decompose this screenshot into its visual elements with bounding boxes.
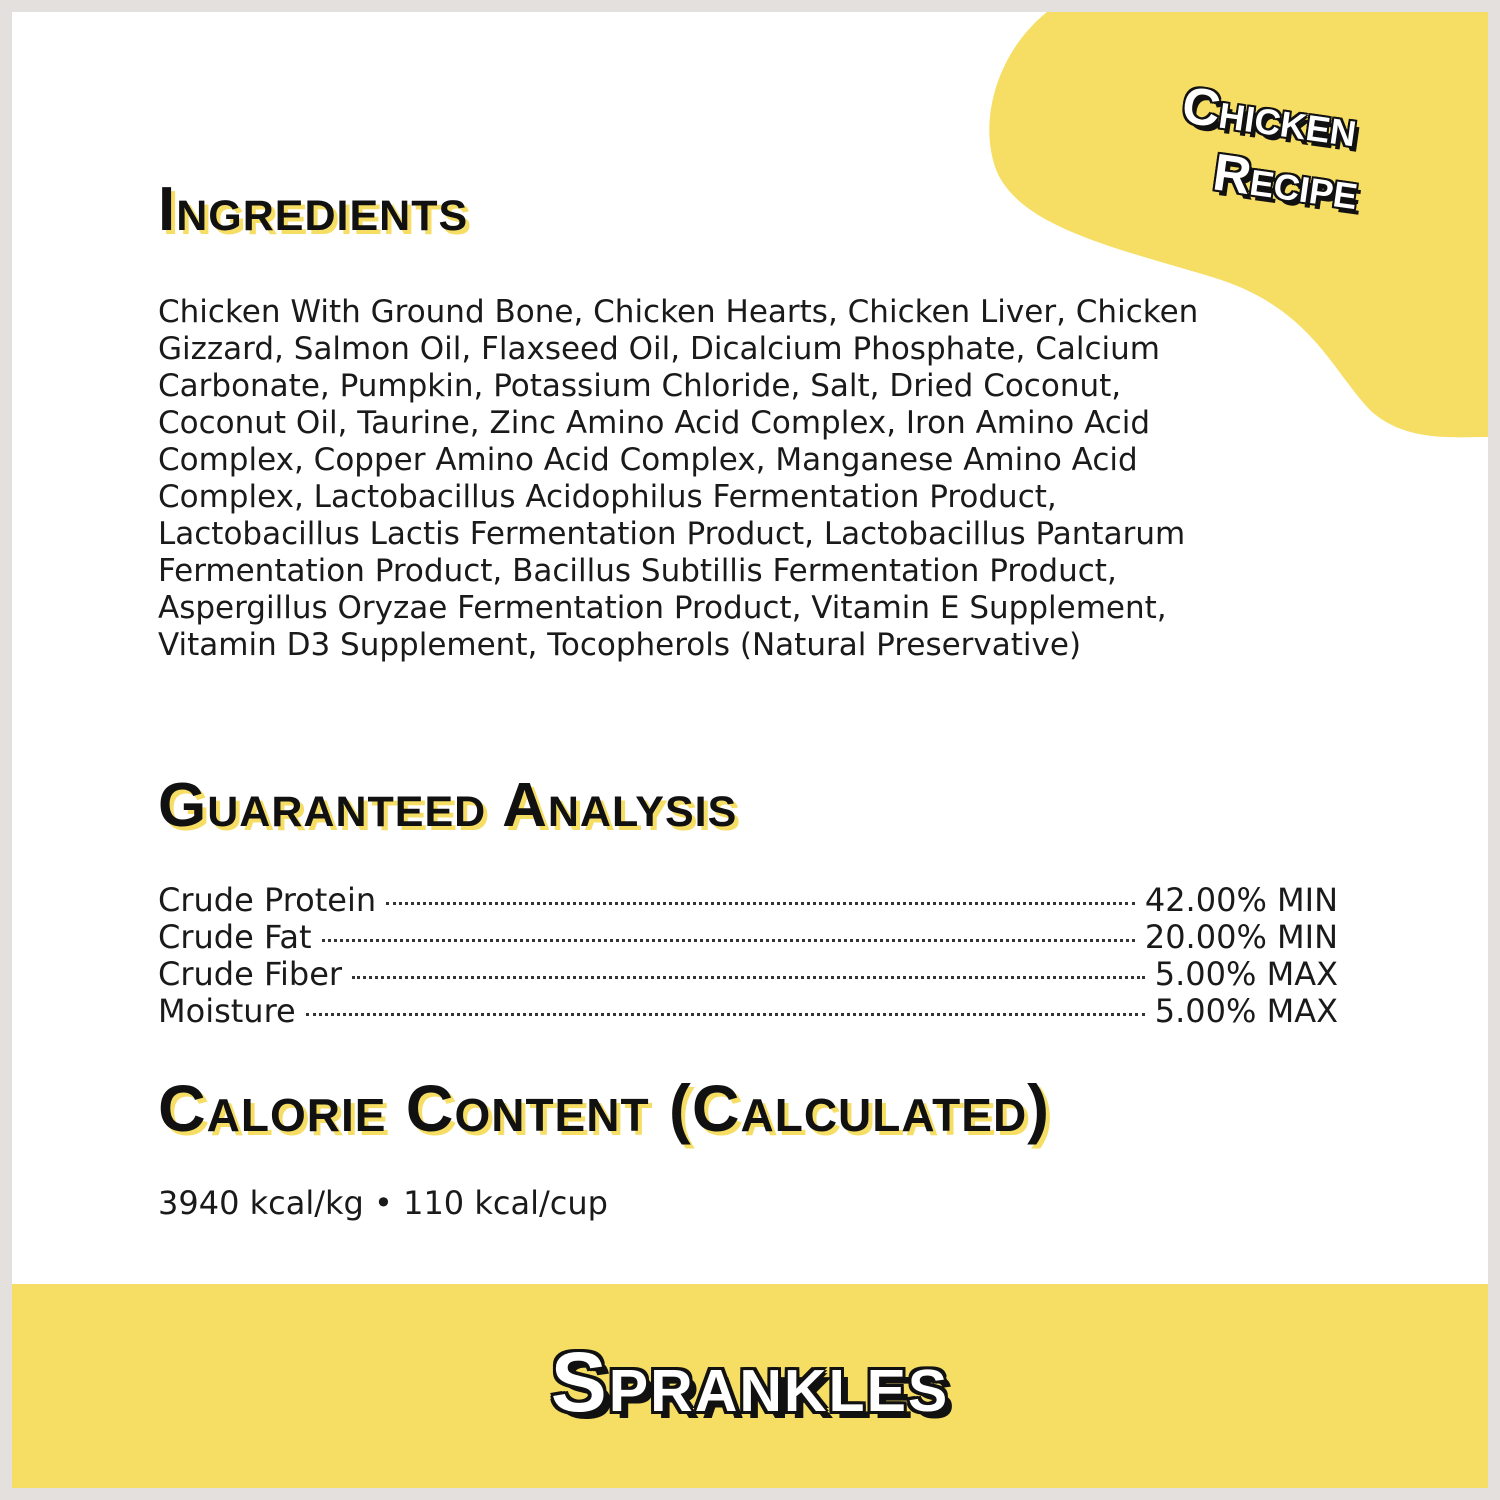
analysis-heading: Guaranteed Analysis xyxy=(158,771,738,840)
analysis-label: Crude Protein xyxy=(158,881,377,919)
calorie-value: 3940 kcal/kg • 110 kcal/cup xyxy=(158,1184,608,1222)
analysis-value: 5.00% MAX xyxy=(1154,955,1338,993)
analysis-value: 5.00% MAX xyxy=(1154,992,1338,1030)
dot-leader xyxy=(322,939,1135,942)
analysis-label: Moisture xyxy=(158,992,296,1030)
analysis-row xyxy=(158,993,1338,1030)
ingredients-heading: Ingredients xyxy=(158,175,469,244)
analysis-value: 20.00% MIN xyxy=(1144,918,1338,956)
analysis-label: Crude Fat xyxy=(158,918,312,956)
analysis-row xyxy=(158,956,1338,993)
dot-leader xyxy=(306,1013,1145,1016)
calorie-heading: Calorie Content (Calculated) xyxy=(158,1071,1051,1145)
analysis-value: 42.00% MIN xyxy=(1144,881,1338,919)
analysis-label: Crude Fiber xyxy=(158,955,343,993)
brand-logo: Sprankles xyxy=(550,1335,950,1429)
dot-leader xyxy=(352,976,1145,979)
product-info-card xyxy=(12,12,1488,1488)
analysis-row xyxy=(158,882,1338,919)
footer-band xyxy=(12,1284,1488,1488)
badge-line2: Recipe xyxy=(1209,143,1362,222)
analysis-row xyxy=(158,919,1338,956)
dot-leader xyxy=(386,902,1135,905)
ingredients-list: Chicken With Ground Bone, Chicken Hearts, Chicken Liver, Chicken Gizzard, Salmon Oil, Flaxseed Oil, Dicalcium Phosphate, Calcium Carbonate, Pumpkin, Potassium Chloride, Salt, Dried Coconut, Coconut Oil, Taurine, Zinc Amino Acid Complex, Iron Amino Acid Complex, Copper Amino Acid Complex, Manganese Amino Acid Complex, Lactobacillus Acidophilus Fermentation Product, Lactobacillus Lactis Fermentation Product, Lactobacillus Pantarum Fermentation Product, Bacillus Subtillis Fermentation Product, Aspergillus Oryzae Fermentation Product, Vitamin E Supplement, Vitamin D3 Supplement, Tocopherols (Natural Preservative) xyxy=(158,294,1199,663)
analysis-table xyxy=(158,882,1338,1030)
badge-line1: Chicken xyxy=(1178,76,1361,159)
